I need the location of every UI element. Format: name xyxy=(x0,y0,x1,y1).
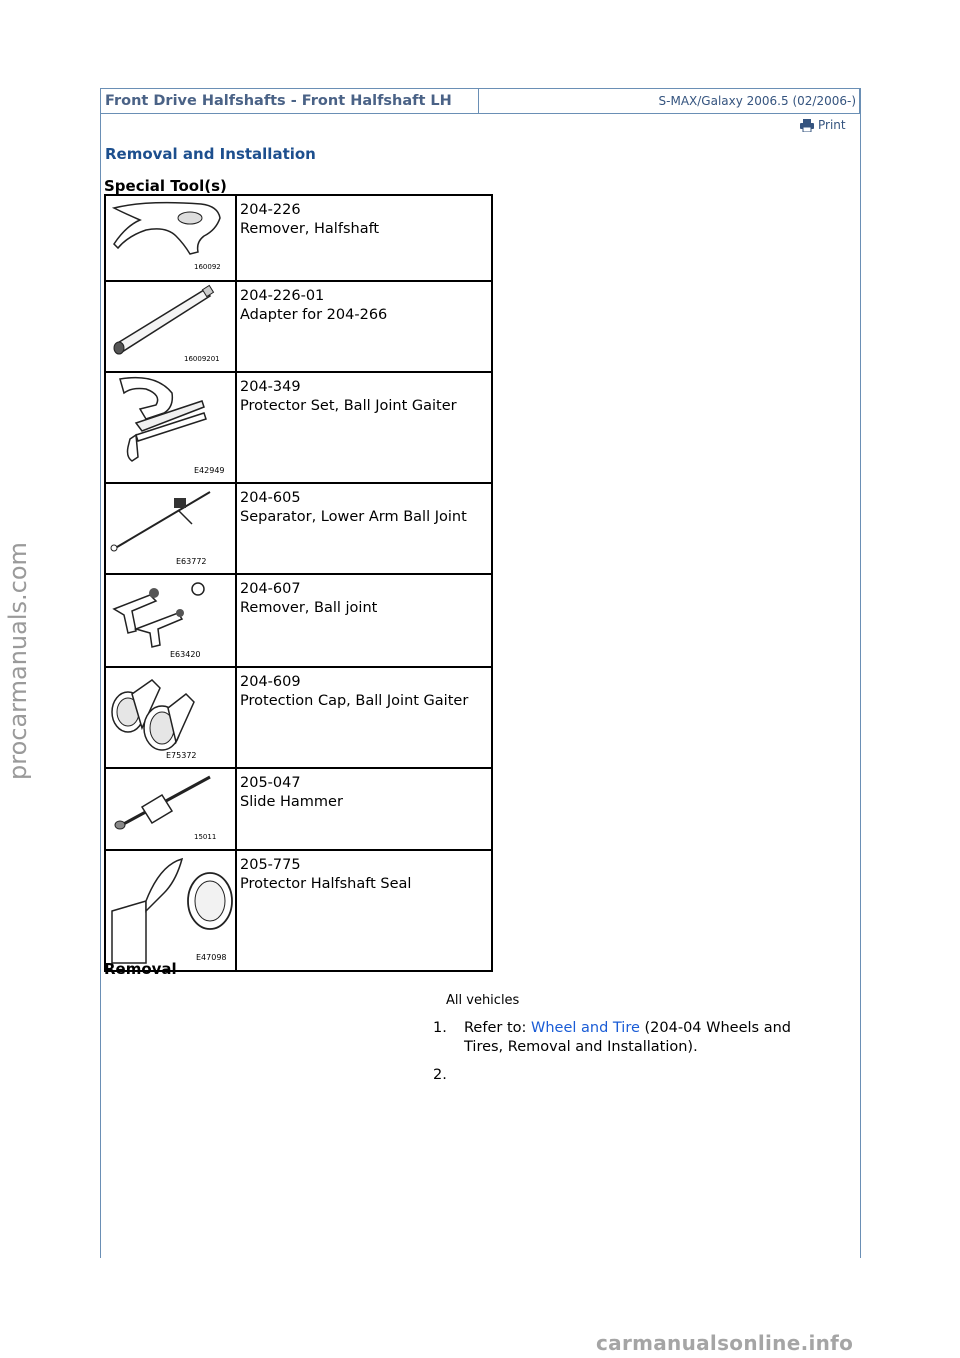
special-tools-table xyxy=(104,194,493,972)
slide-hammer-illustration xyxy=(106,769,235,845)
step-number: 1. xyxy=(433,1020,447,1036)
tool-image-code: 160092 xyxy=(194,263,221,271)
tool-number: 205-047 xyxy=(240,775,301,791)
tool-name: Adapter for 204-266 xyxy=(240,307,388,323)
tool-image-cell xyxy=(105,372,236,483)
tool-number: 204-605 xyxy=(240,490,301,506)
printer-icon xyxy=(800,119,814,132)
tool-image-cell xyxy=(105,850,236,971)
step-item xyxy=(433,1066,464,1085)
print-label: Print xyxy=(818,118,846,132)
document-header xyxy=(100,88,860,114)
tool-image-code: 15011 xyxy=(194,833,217,841)
tool-number: 204-226 xyxy=(240,202,301,218)
tool-name: Remover, Ball joint xyxy=(240,600,378,616)
tool-number: 204-226-01 xyxy=(240,288,325,304)
tool-row xyxy=(105,574,492,667)
tool-description xyxy=(236,372,492,483)
tool-description xyxy=(236,281,492,372)
separator-illustration xyxy=(106,484,235,569)
tool-description xyxy=(236,667,492,768)
tool-row xyxy=(105,195,492,281)
tool-row xyxy=(105,850,492,971)
tool-name: Separator, Lower Arm Ball Joint xyxy=(240,509,467,525)
tool-name: Protector Halfshaft Seal xyxy=(240,876,412,892)
tool-name: Protection Cap, Ball Joint Gaiter xyxy=(240,693,469,709)
tool-row xyxy=(105,667,492,768)
tool-image-cell xyxy=(105,281,236,372)
wheel-and-tire-link[interactable]: Wheel and Tire xyxy=(531,1020,640,1036)
tool-row xyxy=(105,768,492,850)
watermark-left: procarmanuals.com xyxy=(4,542,32,780)
removal-heading: Removal xyxy=(104,960,177,978)
tool-description xyxy=(236,195,492,281)
tool-description xyxy=(236,850,492,971)
step-suffix: (204-04 Wheels and Tires, Removal and Installation). xyxy=(464,1020,791,1055)
tool-name: Remover, Halfshaft xyxy=(240,221,380,237)
tool-image-code: E63772 xyxy=(176,557,207,566)
step-number: 2. xyxy=(433,1067,447,1083)
tool-image-code: E63420 xyxy=(170,650,201,659)
tool-image-code: E75372 xyxy=(166,751,197,760)
tool-description xyxy=(236,483,492,574)
protector-set-illustration xyxy=(106,373,235,478)
tool-image-code: 16009201 xyxy=(184,355,220,363)
tool-number: 204-607 xyxy=(240,581,301,597)
tool-image-code: E42949 xyxy=(194,466,225,475)
tool-row xyxy=(105,483,492,574)
watermark-bottom: carmanualsonline.info xyxy=(596,1331,854,1355)
tool-description xyxy=(236,574,492,667)
tool-name: Slide Hammer xyxy=(240,794,343,810)
halfshaft-seal-protector-illustration xyxy=(106,851,235,966)
all-vehicles-label: All vehicles xyxy=(446,993,520,1008)
tool-image-cell xyxy=(105,667,236,768)
adapter-illustration xyxy=(106,282,235,367)
tool-image-cell xyxy=(105,483,236,574)
tool-name: Protector Set, Ball Joint Gaiter xyxy=(240,398,457,414)
ball-joint-remover-illustration xyxy=(106,575,235,662)
tool-image-cell xyxy=(105,574,236,667)
tool-image-cell xyxy=(105,768,236,850)
page-heading: Removal and Installation xyxy=(105,145,316,163)
tool-number: 204-609 xyxy=(240,674,301,690)
tool-description xyxy=(236,768,492,850)
step-item xyxy=(433,1019,791,1055)
document-title: Front Drive Halfshafts - Front Halfshaft LH xyxy=(101,89,479,113)
tool-row xyxy=(105,372,492,483)
tool-image-code: E47098 xyxy=(196,953,227,962)
tool-row xyxy=(105,281,492,372)
vehicle-model: S-MAX/Galaxy 2006.5 (02/2006-) xyxy=(658,94,856,108)
step-prefix: Refer to: xyxy=(464,1020,531,1036)
tool-number: 205-775 xyxy=(240,857,301,873)
halfshaft-remover-illustration xyxy=(106,196,235,276)
tool-number: 204-349 xyxy=(240,379,301,395)
special-tools-heading: Special Tool(s) xyxy=(104,177,227,195)
protection-cap-illustration xyxy=(106,668,235,763)
print-button[interactable] xyxy=(800,118,846,132)
tool-image-cell xyxy=(105,195,236,281)
step-text xyxy=(464,1019,834,1057)
